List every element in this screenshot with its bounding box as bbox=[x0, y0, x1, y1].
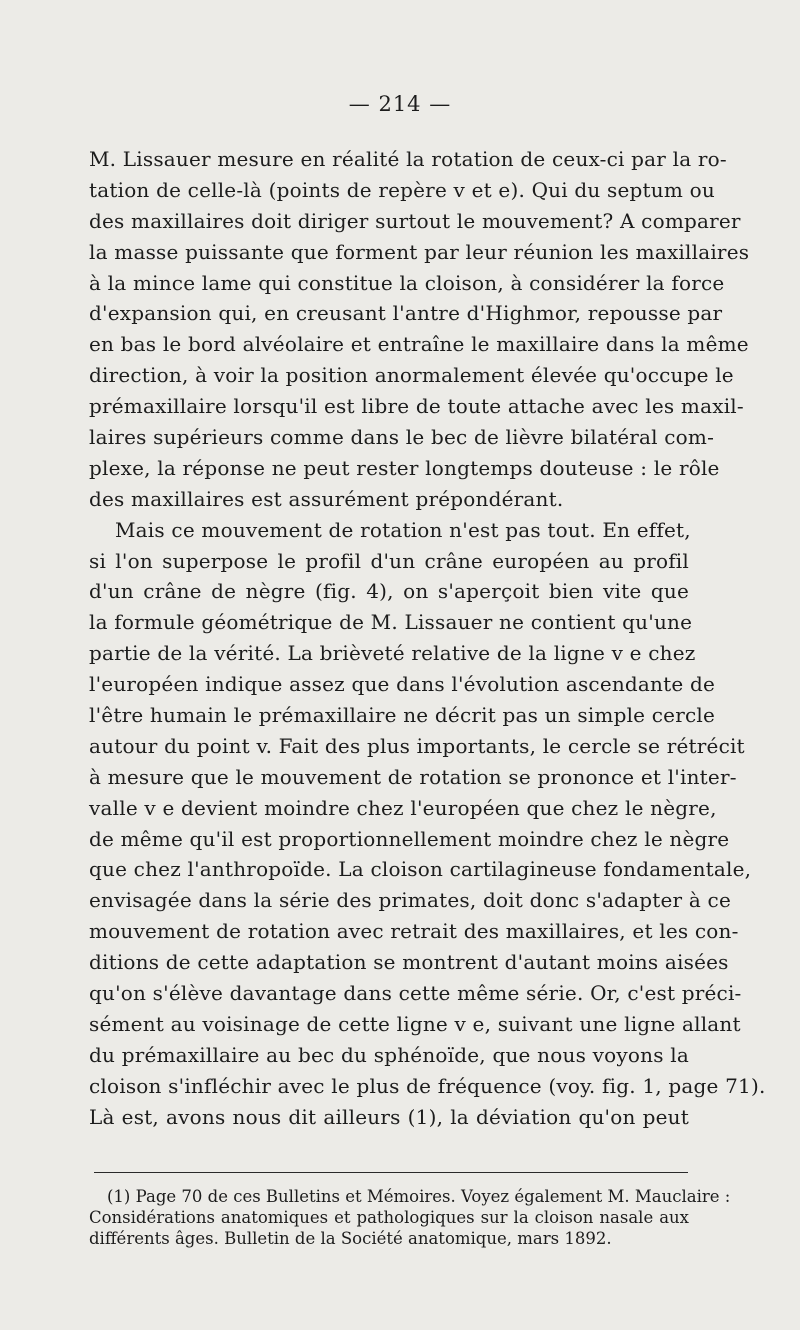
text-line: valle v e devient moindre chez l'européen que chez le nègre, bbox=[89, 795, 717, 820]
text-line: du prémaxillaire au bec du sphénoïde, que nous voyons la bbox=[89, 1042, 689, 1067]
footnote-divider bbox=[94, 1172, 688, 1173]
text-line: envisagée dans la série des primates, doit donc s'adapter à ce bbox=[89, 888, 731, 913]
text-line: autour du point v. Fait des plus importants, le cercle se rétrécit bbox=[89, 733, 745, 758]
footnote-line: Considérations anatomiques et pathologiques sur la cloison nasale aux bbox=[89, 1208, 689, 1227]
footnote-line: différents âges. Bulletin de la Société anatomique, mars 1892. bbox=[89, 1229, 612, 1248]
text-line: partie de la vérité. La brièveté relative de la ligne v e chez bbox=[89, 641, 696, 666]
text-line: de même qu'il est proportionnellement moindre chez le nègre bbox=[89, 826, 730, 851]
text-line: d'expansion qui, en creusant l'antre d'Highmor, repousse par bbox=[89, 301, 723, 326]
text-line: tation de celle-là (points de repère v et e). Qui du septum ou bbox=[89, 177, 715, 202]
text-line: qu'on s'élève davantage dans cette même série. Or, c'est préci- bbox=[89, 981, 742, 1006]
text-line: sément au voisinage de cette ligne v e, suivant une ligne allant bbox=[89, 1011, 741, 1036]
body-text bbox=[89, 144, 766, 1133]
text-line: plexe, la réponse ne peut rester longtemps douteuse : le rôle bbox=[89, 455, 720, 480]
text-line: la formule géométrique de M. Lissauer ne contient qu'une bbox=[89, 610, 693, 635]
text-line: la masse puissante que forment par leur réunion les maxillaires bbox=[89, 239, 750, 264]
text-line: direction, à voir la position anormalement élevée qu'occupe le bbox=[89, 363, 734, 388]
text-line: Mais ce mouvement de rotation n'est pas tout. En effet, bbox=[115, 517, 691, 542]
text-line: Là est, avons nous dit ailleurs (1), la déviation qu'on peut bbox=[89, 1104, 689, 1129]
text-line: M. Lissauer mesure en réalité la rotation de ceux-ci par la ro- bbox=[89, 147, 727, 171]
text-line: cloison s'infléchir avec le plus de fréquence (voy. fig. 1, page 71). bbox=[89, 1073, 766, 1098]
text-line: à mesure que le mouvement de rotation se prononce et l'inter- bbox=[89, 764, 737, 789]
text-line: en bas le bord alvéolaire et entraîne le maxillaire dans la même bbox=[89, 332, 749, 357]
text-line: que chez l'anthropoïde. La cloison cartilagineuse fondamentale, bbox=[89, 857, 752, 882]
footnote-line: (1) Page 70 de ces Bulletins et Mémoires. Voyez également M. Mauclaire : bbox=[107, 1187, 731, 1206]
text-line: des maxillaires est assurément prépondérant. bbox=[89, 486, 564, 511]
text-line: ditions de cette adaptation se montrent d'autant moins aisées bbox=[89, 950, 729, 975]
text-line: des maxillaires doit diriger surtout le mouvement? A comparer bbox=[89, 208, 741, 233]
text-line: d'un crâne de nègre (fig. 4), on s'aperçoit bien vite que bbox=[89, 579, 689, 604]
page-number: — 214 — bbox=[348, 92, 452, 116]
text-line: à la mince lame qui constitue la cloison, à considérer la force bbox=[89, 270, 725, 295]
text-line: l'européen indique assez que dans l'évolution ascendante de bbox=[89, 672, 716, 697]
text-line: l'être humain le prémaxillaire ne décrit pas un simple cercle bbox=[89, 703, 716, 728]
text-line: mouvement de rotation avec retrait des maxillaires, et les con- bbox=[89, 919, 739, 944]
text-line: prémaxillaire lorsqu'il est libre de toute attache avec les maxil- bbox=[89, 394, 744, 419]
text-line: laires supérieurs comme dans le bec de lièvre bilatéral com- bbox=[89, 425, 715, 450]
text-line: si l'on superpose le profil d'un crâne européen au profil bbox=[89, 548, 689, 573]
footnote bbox=[89, 1186, 731, 1249]
